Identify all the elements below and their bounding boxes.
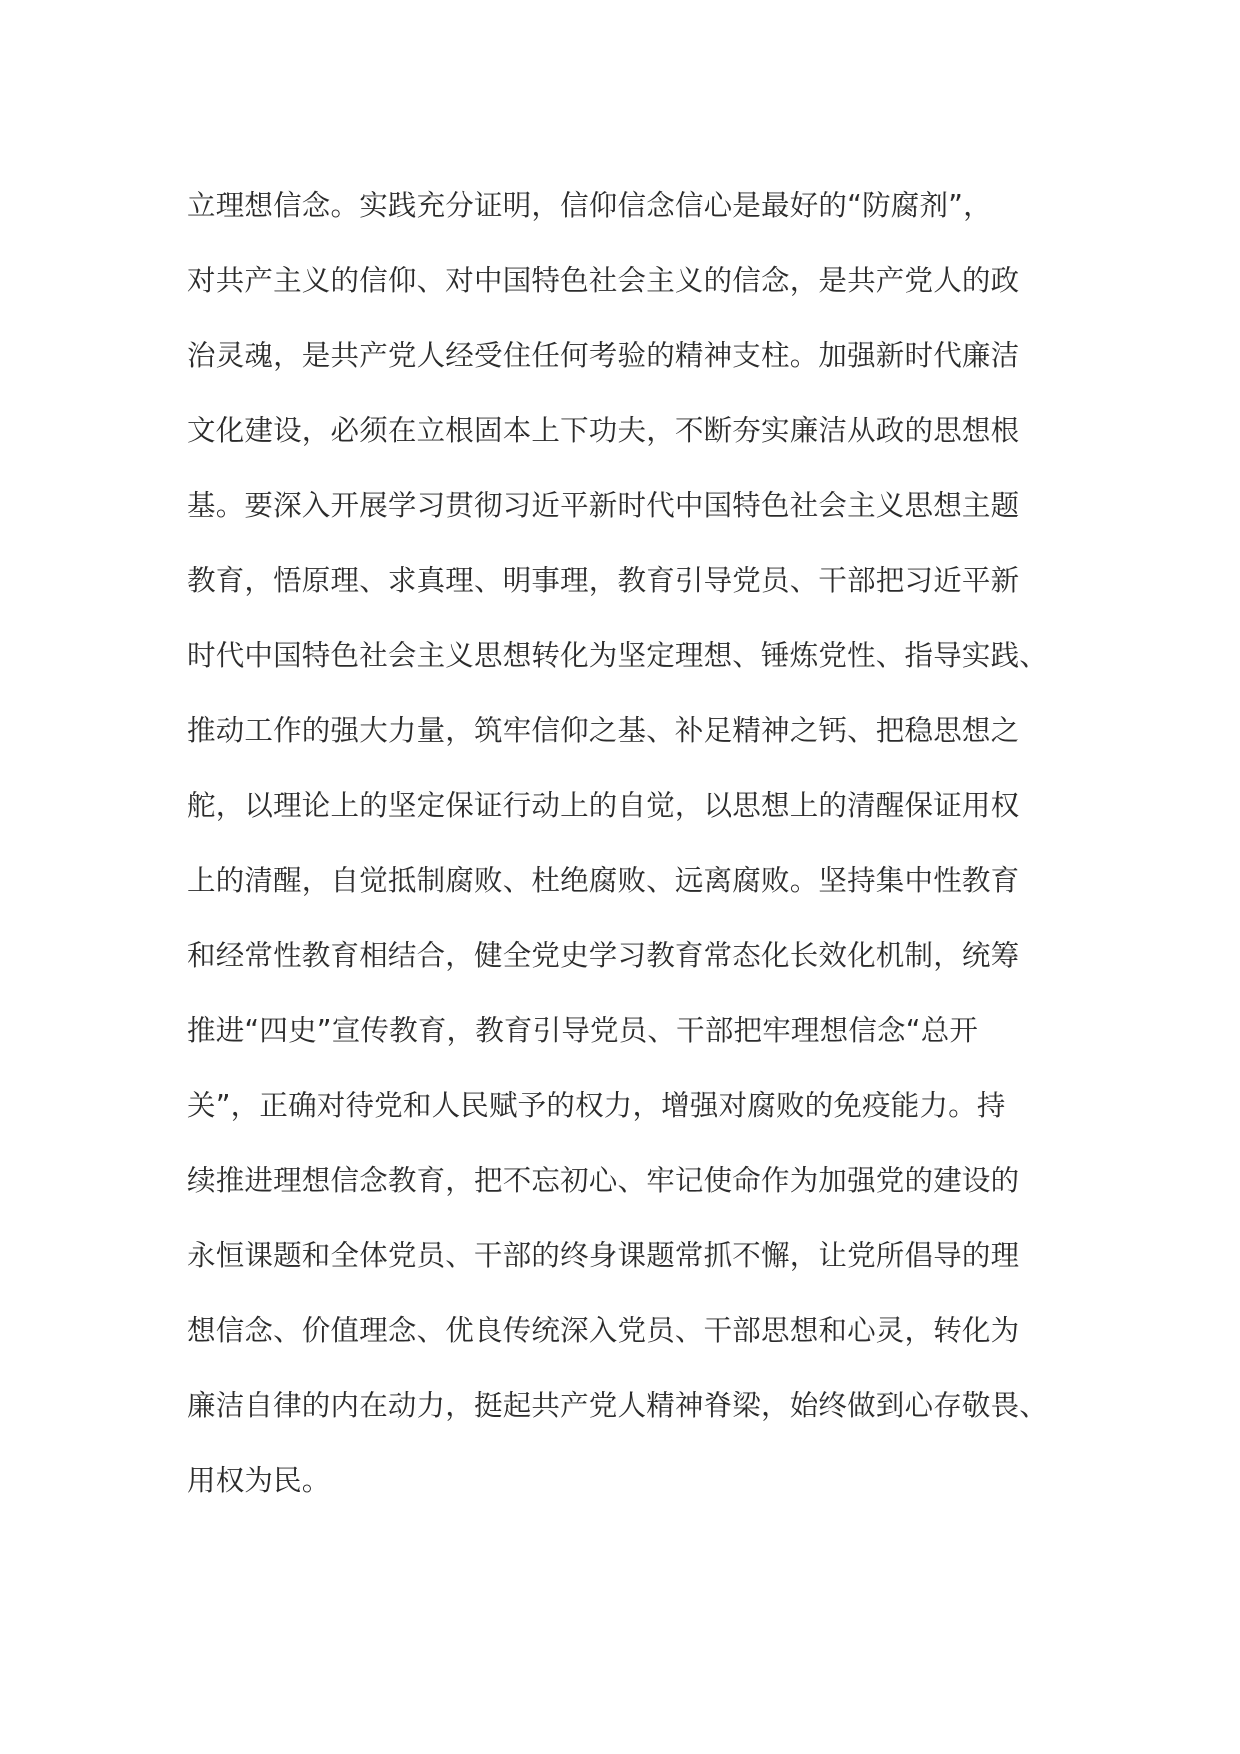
text-line: 时代中国特色社会主义思想转化为坚定理想、锤炼党性、指导实践、 (187, 639, 1049, 672)
text-line: 推动工作的强大力量，筑牢信仰之基、补足精神之钙、把稳思想之 (187, 714, 1020, 747)
text-line: 基。要深入开展学习贯彻习近平新时代中国特色社会主义思想主题 (187, 489, 1020, 522)
text-line: 关”，正确对待党和人民赋予的权力，增强对腐败的免疫能力。持 (187, 1089, 1006, 1122)
text-line: 推进“四史”宣传教育，教育引导党员、干部把牢理想信念“总开 (187, 1014, 979, 1047)
text-line: 续推进理想信念教育，把不忘初心、牢记使命作为加强党的建设的 (187, 1164, 1020, 1197)
text-line: 永恒课题和全体党员、干部的终身课题常抓不懈，让党所倡导的理 (187, 1239, 1020, 1272)
text-line: 舵，以理论上的坚定保证行动上的自觉，以思想上的清醒保证用权 (187, 789, 1020, 822)
text-line: 用权为民。 (187, 1464, 331, 1497)
text-line: 文化建设，必须在立根固本上下功夫，不断夯实廉洁从政的思想根 (187, 414, 1020, 447)
text-line: 对共产主义的信仰、对中国特色社会主义的信念，是共产党人的政 (187, 264, 1020, 297)
text-line: 教育，悟原理、求真理、明事理，教育引导党员、干部把习近平新 (187, 564, 1020, 597)
text-line: 上的清醒，自觉抵制腐败、杜绝腐败、远离腐败。坚持集中性教育 (187, 864, 1020, 897)
text-line: 想信念、价值理念、优良传统深入党员、干部思想和心灵，转化为 (187, 1314, 1020, 1347)
text-line: 治灵魂，是共产党人经受住任何考验的精神支柱。加强新时代廉洁 (187, 339, 1020, 372)
text-line: 廉洁自律的内在动力，挺起共产党人精神脊梁，始终做到心存敬畏、 (187, 1389, 1049, 1422)
text-line: 和经常性教育相结合，健全党史学习教育常态化长效化机制，统筹 (187, 939, 1020, 972)
text-line: 立理想信念。实践充分证明，信仰信念信心是最好的“防腐剂”， (187, 189, 992, 222)
paragraph (187, 168, 1087, 1518)
